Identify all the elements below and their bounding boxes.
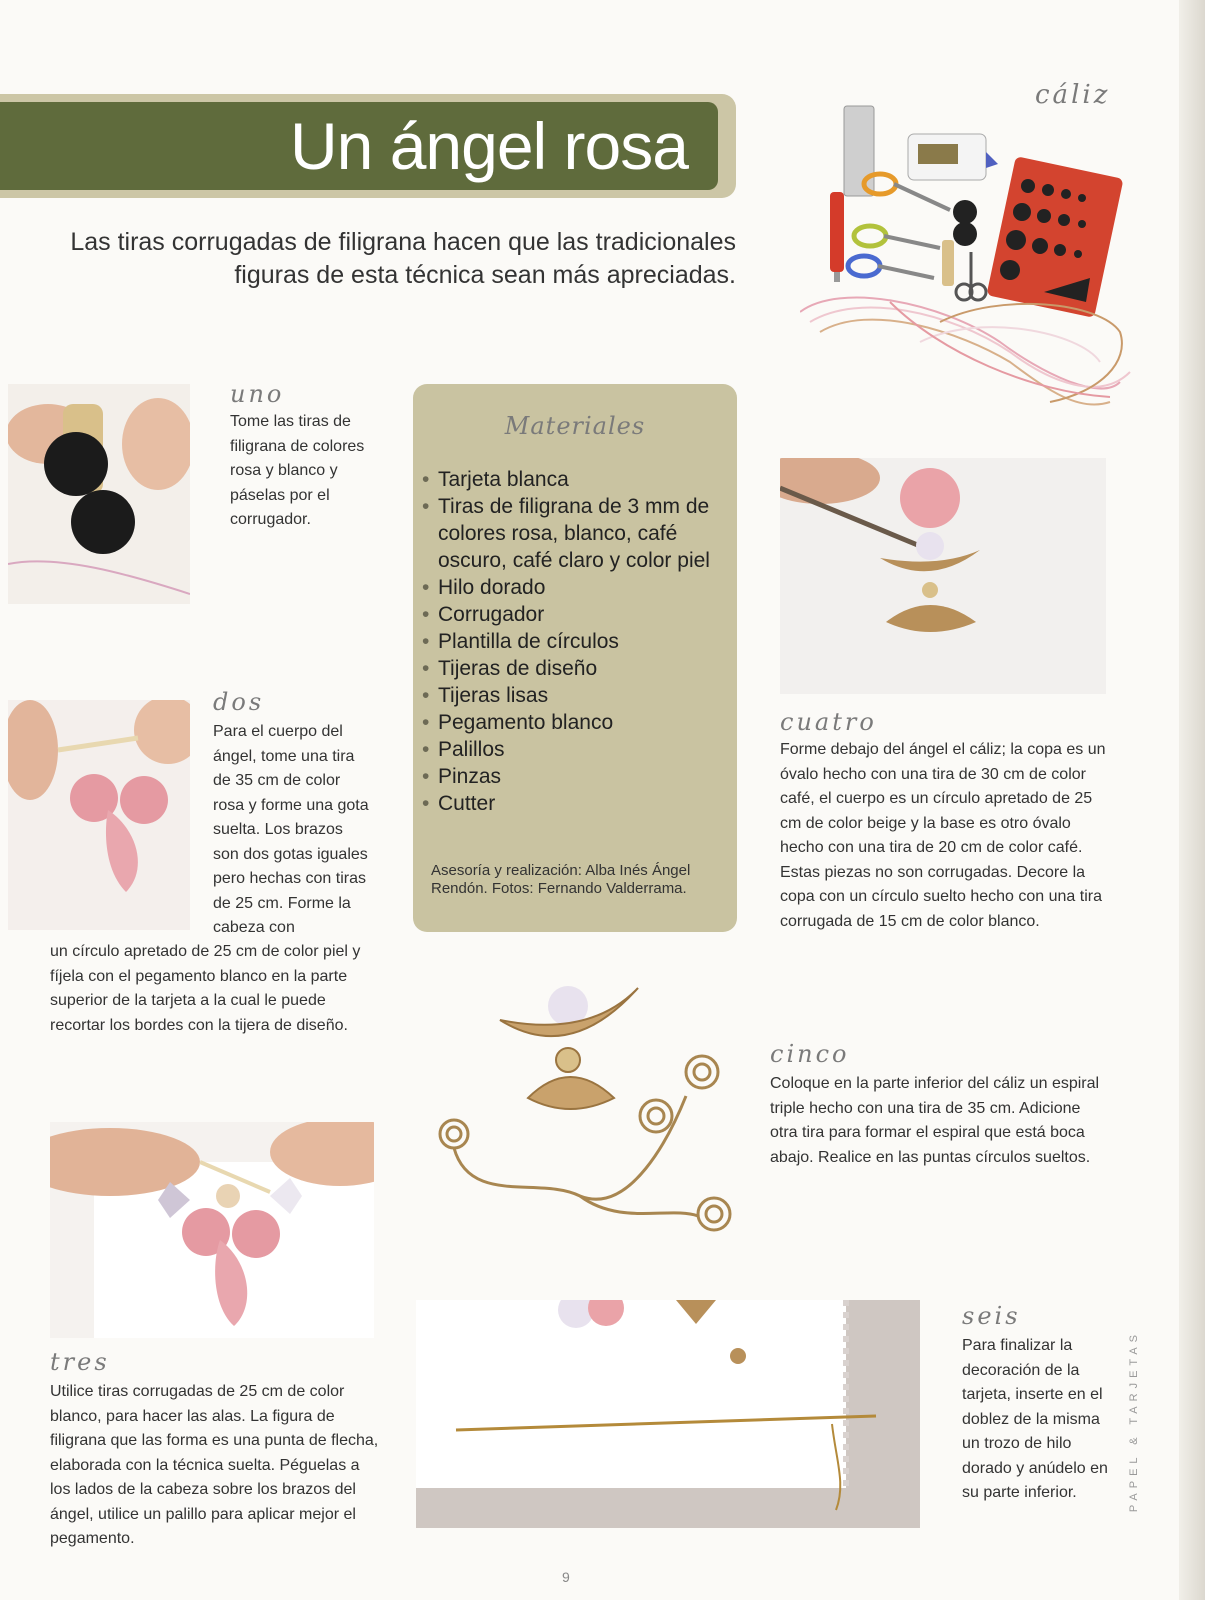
- materials-item: • Pegamento blanco: [422, 709, 732, 736]
- subtitle: [60, 226, 736, 292]
- materials-item: • Cutter: [422, 790, 732, 817]
- step-dos-label: dos: [213, 688, 265, 716]
- step-uno-photo: [8, 384, 190, 604]
- materials-item: • Tijeras de diseño: [422, 655, 732, 682]
- step-cinco-illustration: [430, 976, 760, 1248]
- small-scissors-icon: [956, 252, 986, 300]
- scissors-green-icon: [854, 226, 940, 248]
- pin-pack-icon: [844, 106, 874, 196]
- materials-item: • Tijeras lisas: [422, 682, 732, 709]
- pink-coil-icon: [120, 776, 168, 824]
- step-dos-photo: [8, 700, 190, 930]
- step-dos-text-bottom: un círculo apretado de 25 cm de color piel y fíjela con el pegamento blanco en la parte superior de la tarjeta a la cual le puede recortar los bordes con la tijera de diseño.: [50, 943, 361, 1034]
- step-cinco-text: Coloque en la parte inferior del cáliz un espiral triple hecho con una tira de 35 cm. Adicione otra tira para formar el espiral que está boca abajo. Realice en las puntas círculos sueltos.: [770, 1075, 1100, 1166]
- caliz-base-icon: [528, 1077, 614, 1109]
- subtitle-line-1: Las tiras corrugadas de filigrana hacen que las tradicionales: [70, 228, 736, 256]
- cutter-icon: [830, 192, 844, 282]
- step-seis-photo: [416, 1300, 920, 1528]
- materials-item: • Corrugador: [422, 601, 732, 628]
- tools-photo: [800, 102, 1140, 422]
- subtitle-line-2: figuras de esta técnica sean más apreciadas.: [234, 261, 736, 289]
- step-seis-text: Para finalizar la decoración de la tarjeta, inserte en el doblez de la misma un trozo de hilo dorado y anúdelo en su parte inferior.: [962, 1337, 1108, 1501]
- page-edge-shadow: [1179, 0, 1205, 1600]
- materials-item: • Pinzas: [422, 763, 732, 790]
- step-dos-text-top: Para el cuerpo del ángel, tome una tira de 35 cm de color rosa y forme una gota suelta. Los brazos son dos gotas iguales pero hechas con tiras de 25 cm. Forme la cabeza con: [213, 723, 369, 936]
- credits: Asesoría y realización: Alba Inés Ángel Rendón. Fotos: Fernando Valderrama.: [431, 862, 691, 897]
- materials-item: • Plantilla de círculos: [422, 628, 732, 655]
- step-uno-text: Tome las tiras de filigrana de colores rosa y blanco y páselas por el corrugador.: [230, 413, 365, 528]
- circle-template-icon: [986, 156, 1123, 318]
- materials-item: • Hilo dorado: [422, 574, 732, 601]
- step-tres-label: tres: [50, 1348, 110, 1376]
- corrugator-gear-icon: [44, 432, 108, 496]
- pink-coil-icon: [232, 1210, 280, 1258]
- section-label: PAPEL & TARJETAS: [1128, 1330, 1140, 1513]
- glue-bottle-icon: [908, 134, 998, 180]
- caliz-label: cáliz: [1035, 80, 1111, 110]
- pink-coil-icon: [900, 468, 960, 528]
- page-number: 9: [562, 1569, 570, 1585]
- materials-title: Materiales: [504, 412, 646, 440]
- step-cuatro-text: Forme debajo del ángel el cáliz; la copa es un óvalo hecho con una tira de 30 cm de color café, el cuerpo es un círculo apretado de 25 cm de color beige y la base es otro óvalo hecho con una tira de 20 cm de color café. Estas piezas no son corrugadas. Decore la copa con un círculo suelto hecho con una tira corrugada de 15 cm de color blanco.: [780, 741, 1106, 930]
- step-seis-label: seis: [962, 1302, 1021, 1330]
- materials-item: • Tiras de filigrana de 3 mm de colores rosa, blanco, café oscuro, café claro y color piel: [422, 493, 732, 574]
- materials-list: [422, 466, 732, 817]
- scissors-blue-icon: [848, 256, 934, 278]
- page-title: Un ángel rosa: [290, 109, 688, 183]
- step-tres-photo: [50, 1122, 374, 1338]
- step-cinco-label: cinco: [770, 1040, 850, 1068]
- step-cuatro-label: cuatro: [780, 708, 877, 736]
- materials-item: • Tarjeta blanca: [422, 466, 732, 493]
- step-uno-label: uno: [230, 380, 285, 408]
- step-cuatro-photo: [780, 458, 1106, 694]
- step-tres-text: Utilice tiras corrugadas de 25 cm de color blanco, para hacer las alas. La figura de filigrana que las forma es una punta de flecha, elaborada con la técnica suelta. Péguelas a los lados de la cabeza sobre los brazos del ángel, utilice un palillo para aplicar mejor el pegamento.: [50, 1383, 379, 1547]
- corrugator-gear-icon: [71, 490, 135, 554]
- materials-item: • Palillos: [422, 736, 732, 763]
